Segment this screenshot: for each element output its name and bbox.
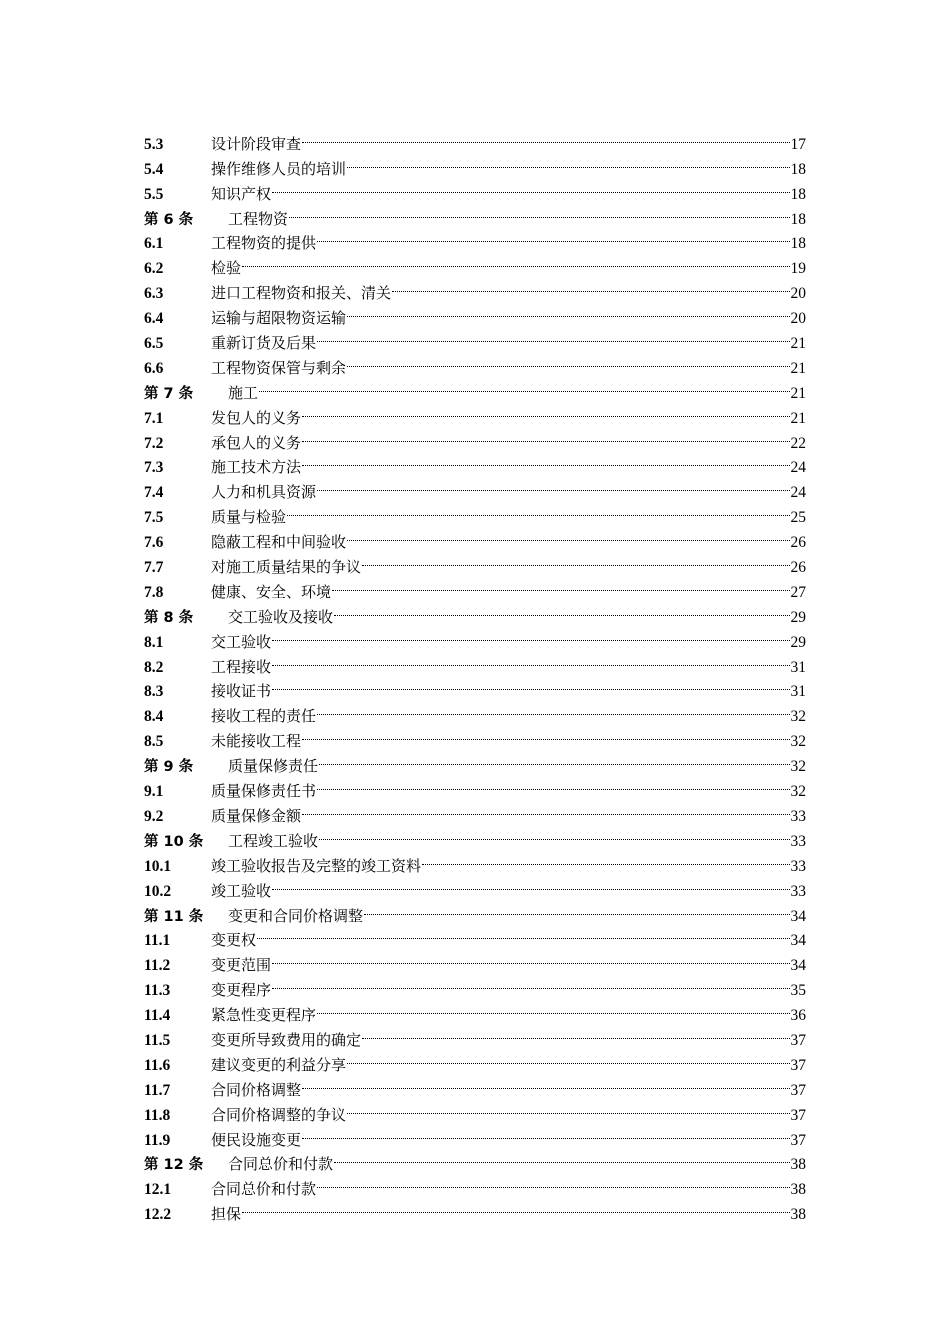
dot-leader <box>347 522 789 547</box>
toc-entry-number: 11.3 <box>144 982 171 1000</box>
toc-entry-number: 8.1 <box>144 633 164 651</box>
toc-entry-page-number: 32 <box>790 708 806 726</box>
toc-entry-number: 7.8 <box>144 583 164 601</box>
toc-entry[interactable] <box>144 248 806 278</box>
toc-entry-page-number: 37 <box>790 1031 806 1049</box>
dot-leader <box>347 348 789 373</box>
dot-leader <box>347 1095 789 1120</box>
dot-leader <box>362 1020 789 1045</box>
toc-entry-title: 合同总价和付款 <box>211 1180 317 1199</box>
toc-entry-title: 施工 <box>228 383 259 402</box>
toc-entry-title: 交工验收及接收 <box>228 607 334 626</box>
dot-leader <box>317 771 789 796</box>
dot-leader <box>242 248 789 273</box>
toc-entry-number: 5.5 <box>144 185 164 203</box>
toc-entry-number: 10.2 <box>144 882 172 900</box>
toc-entry-title: 紧急性变更程序 <box>211 1006 317 1025</box>
dot-leader <box>317 696 789 721</box>
dot-leader <box>242 1194 789 1219</box>
dot-leader <box>362 547 789 572</box>
toc-entry-number: 7.7 <box>144 559 164 577</box>
toc-entry-title: 工程物资的提供 <box>211 234 317 253</box>
dot-leader <box>334 597 789 622</box>
toc-entry-page-number: 20 <box>790 310 806 328</box>
toc-entry-title: 接收工程的责任 <box>211 707 317 726</box>
toc-entry-title: 隐蔽工程和中间验收 <box>211 533 347 552</box>
dot-leader <box>319 746 789 771</box>
toc-entry-page-number: 24 <box>790 484 806 502</box>
toc-entry-page-number: 21 <box>790 335 806 353</box>
dot-leader <box>302 796 789 821</box>
toc-entry-title: 质量保修责任书 <box>211 782 317 801</box>
toc-entry-page-number: 34 <box>790 907 806 925</box>
toc-entry-title: 变更所导致费用的确定 <box>211 1030 362 1049</box>
toc-entry-page-number: 18 <box>790 235 806 253</box>
toc-entry-page-number: 29 <box>790 633 806 651</box>
toc-entry-page-number: 21 <box>790 409 806 427</box>
dot-leader <box>289 199 789 224</box>
dot-leader <box>334 1145 789 1170</box>
toc-entry-page-number: 33 <box>790 857 806 875</box>
toc-entry-number: 12.2 <box>144 1206 172 1224</box>
dot-leader <box>317 472 789 497</box>
toc-entry-title: 工程竣工验收 <box>228 831 319 850</box>
toc-entry-title: 便民设施变更 <box>211 1130 302 1149</box>
dot-leader <box>347 149 789 174</box>
toc-entry-title: 担保 <box>211 1205 242 1224</box>
toc-entry-number: 10.1 <box>144 857 172 875</box>
toc-entry-title: 变更权 <box>211 931 257 950</box>
toc-entry-title: 工程物资保管与剩余 <box>211 358 347 377</box>
toc-entry-title: 竣工验收报告及完整的竣工资料 <box>211 856 422 875</box>
toc-entry-page-number: 27 <box>790 583 806 601</box>
toc-entry-page-number: 19 <box>790 260 806 278</box>
toc-entry-page-number: 32 <box>790 733 806 751</box>
toc-entry-title: 竣工验收 <box>211 881 272 900</box>
toc-entry-number: 6.6 <box>144 359 164 377</box>
toc-entry-number: 8.5 <box>144 733 164 751</box>
toc-entry-number: 8.4 <box>144 708 164 726</box>
dot-leader <box>319 821 789 846</box>
toc-entry-title: 变更范围 <box>211 956 272 975</box>
dot-leader <box>317 1169 789 1194</box>
toc-entry-page-number: 33 <box>790 882 806 900</box>
dot-leader <box>257 921 789 946</box>
toc-entry-title: 设计阶段审查 <box>211 134 302 153</box>
toc-entry-page-number: 31 <box>790 658 806 676</box>
dot-leader <box>272 174 789 199</box>
toc-entry-title: 工程物资 <box>228 209 289 228</box>
toc-entry-title: 检验 <box>211 259 242 278</box>
toc-entry-title: 承包人的义务 <box>211 433 302 452</box>
toc-entry-number: 7.6 <box>144 534 164 552</box>
toc-entry-page-number: 38 <box>790 1181 806 1199</box>
dot-leader <box>392 273 789 298</box>
toc-entry-number: 11.6 <box>144 1056 171 1074</box>
toc-entry-title: 进口工程物资和报关、清关 <box>211 284 392 303</box>
dot-leader <box>272 672 789 697</box>
toc-entry-page-number: 18 <box>790 160 806 178</box>
toc-entry-title: 合同价格调整 <box>211 1080 302 1099</box>
dot-leader <box>302 721 789 746</box>
toc-entry-page-number: 18 <box>790 210 806 228</box>
dot-leader <box>332 572 789 597</box>
toc-entry-number: 11.9 <box>144 1131 171 1149</box>
table-of-contents <box>144 124 806 1224</box>
toc-entry-number: 6.5 <box>144 335 164 353</box>
dot-leader <box>317 995 789 1020</box>
toc-entry-number: 第 7 条 <box>144 385 194 402</box>
toc-entry-title: 健康、安全、环境 <box>211 582 332 601</box>
toc-entry-number: 6.1 <box>144 235 164 253</box>
dot-leader <box>287 497 789 522</box>
dot-leader <box>302 1070 789 1095</box>
toc-entry-page-number: 37 <box>790 1056 806 1074</box>
toc-entry-number: 第 10 条 <box>144 833 204 850</box>
toc-entry-title: 接收证书 <box>211 682 272 701</box>
toc-entry-page-number: 26 <box>790 534 806 552</box>
toc-entry-title: 对施工质量结果的争议 <box>211 558 362 577</box>
dot-leader <box>317 224 789 249</box>
toc-entry-page-number: 25 <box>790 509 806 527</box>
toc-entry-number: 11.5 <box>144 1031 171 1049</box>
toc-entry-number: 7.3 <box>144 459 164 477</box>
dot-leader <box>347 1045 789 1070</box>
toc-entry-title: 重新订货及后果 <box>211 334 317 353</box>
toc-entry-title: 知识产权 <box>211 184 272 203</box>
toc-entry-page-number: 36 <box>790 1007 806 1025</box>
toc-entry-number: 9.2 <box>144 807 164 825</box>
toc-entry-number: 9.1 <box>144 783 164 801</box>
toc-entry-title: 质量保修金额 <box>211 806 302 825</box>
toc-entry-number: 第 9 条 <box>144 759 194 776</box>
toc-entry-page-number: 38 <box>790 1156 806 1174</box>
dot-leader <box>317 323 789 348</box>
toc-entry-number: 7.4 <box>144 484 164 502</box>
dot-leader <box>347 298 789 323</box>
toc-entry-number: 7.5 <box>144 509 164 527</box>
toc-entry-page-number: 35 <box>790 982 806 1000</box>
toc-entry-page-number: 37 <box>790 1081 806 1099</box>
toc-entry-number: 第 11 条 <box>144 908 204 925</box>
toc-entry-number: 12.1 <box>144 1181 172 1199</box>
toc-entry-page-number: 37 <box>790 1131 806 1149</box>
dot-leader <box>302 448 789 473</box>
toc-entry-page-number: 32 <box>790 783 806 801</box>
toc-entry-title: 施工技术方法 <box>211 458 302 477</box>
toc-entry-page-number: 20 <box>790 285 806 303</box>
toc-entry-number: 7.2 <box>144 434 164 452</box>
dot-leader <box>272 970 789 995</box>
toc-entry-page-number: 17 <box>790 135 806 153</box>
toc-entry-title: 合同价格调整的争议 <box>211 1105 347 1124</box>
toc-entry-number: 8.2 <box>144 658 164 676</box>
toc-entry-number: 第 12 条 <box>144 1157 204 1174</box>
toc-entry-page-number: 38 <box>790 1206 806 1224</box>
toc-entry-number: 6.2 <box>144 260 164 278</box>
dot-leader <box>272 945 789 970</box>
toc-entry-title: 质量保修责任 <box>228 757 319 776</box>
dot-leader <box>302 1120 789 1145</box>
toc-entry-page-number: 24 <box>790 459 806 477</box>
toc-entry-title: 变更和合同价格调整 <box>228 906 364 925</box>
dot-leader <box>364 896 789 921</box>
toc-entry-number: 5.4 <box>144 160 164 178</box>
toc-entry-number: 6.4 <box>144 310 164 328</box>
toc-entry-number: 11.4 <box>144 1007 171 1025</box>
toc-entry-page-number: 33 <box>790 807 806 825</box>
dot-leader <box>302 124 789 149</box>
toc-entry-title: 建议变更的利益分享 <box>211 1055 347 1074</box>
toc-entry-title: 人力和机具资源 <box>211 483 317 502</box>
toc-entry-number: 8.3 <box>144 683 164 701</box>
toc-entry-title: 变更程序 <box>211 981 272 1000</box>
toc-entry-title: 质量与检验 <box>211 508 287 527</box>
toc-entry[interactable] <box>144 124 806 153</box>
dot-leader <box>422 846 789 871</box>
toc-entry[interactable] <box>144 1194 806 1224</box>
dot-leader <box>272 647 789 672</box>
toc-entry-title: 合同总价和付款 <box>228 1155 334 1174</box>
dot-leader <box>302 423 789 448</box>
toc-entry-number: 11.2 <box>144 957 171 975</box>
toc-entry-number: 第 8 条 <box>144 609 194 626</box>
toc-entry-page-number: 37 <box>790 1106 806 1124</box>
dot-leader <box>259 373 789 398</box>
toc-entry[interactable] <box>144 273 806 303</box>
toc-entry-number: 6.3 <box>144 285 164 303</box>
dot-leader <box>302 398 789 423</box>
dot-leader <box>272 871 789 896</box>
toc-entry-page-number: 34 <box>790 957 806 975</box>
toc-entry-page-number: 22 <box>790 434 806 452</box>
toc-entry-page-number: 32 <box>790 758 806 776</box>
toc-entry-number: 第 6 条 <box>144 211 194 228</box>
toc-entry-number: 7.1 <box>144 409 164 427</box>
toc-entry-number: 11.1 <box>144 932 171 950</box>
toc-entry-number: 11.7 <box>144 1081 171 1099</box>
toc-entry-title: 运输与超限物资运输 <box>211 309 347 328</box>
toc-entry-page-number: 31 <box>790 683 806 701</box>
toc-entry-page-number: 26 <box>790 559 806 577</box>
toc-entry-title: 工程接收 <box>211 657 272 676</box>
toc-entry-title: 发包人的义务 <box>211 408 302 427</box>
toc-entry-title: 交工验收 <box>211 632 272 651</box>
toc-entry-page-number: 21 <box>790 384 806 402</box>
toc-entry-page-number: 33 <box>790 832 806 850</box>
toc-entry-title: 未能接收工程 <box>211 732 302 751</box>
toc-entry-page-number: 29 <box>790 608 806 626</box>
toc-entry-number: 11.8 <box>144 1106 171 1124</box>
toc-entry-page-number: 21 <box>790 359 806 377</box>
toc-entry-page-number: 34 <box>790 932 806 950</box>
toc-entry-page-number: 18 <box>790 185 806 203</box>
toc-entry-title: 操作维修人员的培训 <box>211 159 347 178</box>
dot-leader <box>272 622 789 647</box>
toc-entry-number: 5.3 <box>144 135 164 153</box>
